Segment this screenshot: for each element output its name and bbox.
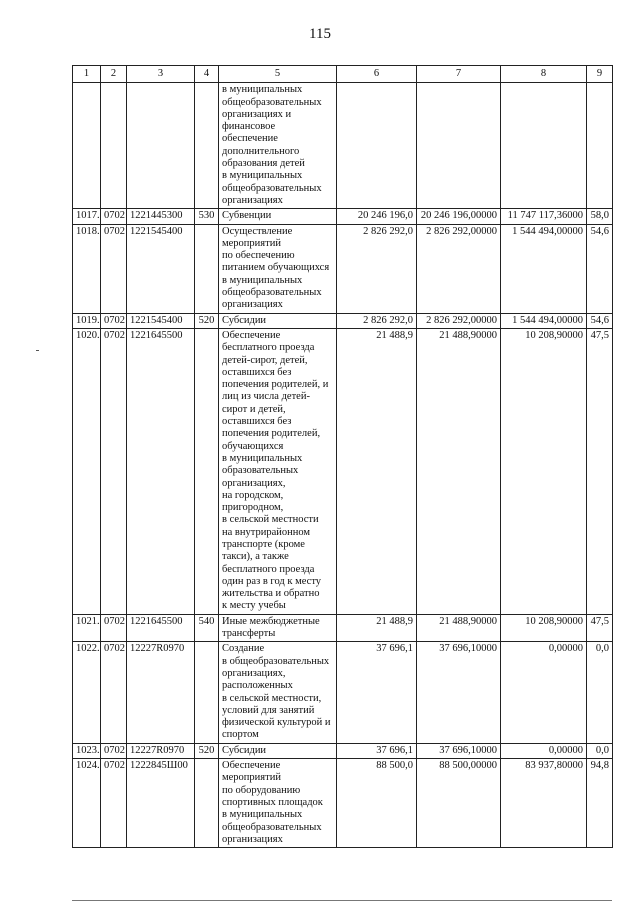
percent-cell: 47,5 <box>587 614 613 642</box>
row-number-cell: 1017. <box>73 209 101 224</box>
executed-amount-cell: 11 747 117,36000 <box>501 209 587 224</box>
table-row <box>73 224 613 313</box>
row-number-cell: 1023. <box>73 743 101 758</box>
row-number-cell: 1024. <box>73 759 101 848</box>
target-code-cell: 1221445300 <box>127 209 195 224</box>
description-line: оставшихся без <box>222 366 292 378</box>
description-line: по обеспечению <box>222 250 295 262</box>
description-line: пригородном, <box>222 502 284 514</box>
target-code-cell: 1221545400 <box>127 224 195 313</box>
description-cell <box>219 83 337 209</box>
percent-cell: 54,6 <box>587 224 613 313</box>
header-cell: 9 <box>587 66 613 83</box>
row-number-cell: 1020. <box>73 328 101 614</box>
executed-amount-cell <box>501 83 587 209</box>
header-cell: 8 <box>501 66 587 83</box>
target-code-cell: 1221645500 <box>127 328 195 614</box>
expense-type-cell <box>195 642 219 743</box>
executed-amount-cell: 1 544 494,00000 <box>501 224 587 313</box>
description-line: образования детей <box>222 158 305 170</box>
description-line: расположенных <box>222 680 293 692</box>
header-cell: 3 <box>127 66 195 83</box>
header-cell: 2 <box>101 66 127 83</box>
description-line: попечения родителей, <box>222 428 321 440</box>
description-line: Иные межбюджетные <box>222 615 320 627</box>
expense-type-cell: 520 <box>195 743 219 758</box>
description-line: финансовое <box>222 121 276 133</box>
table-row <box>73 614 613 642</box>
percent-cell: 94,8 <box>587 759 613 848</box>
description-line: спортом <box>222 729 259 741</box>
description-line: мероприятий <box>222 237 281 249</box>
description-line: лиц из числа детей- <box>222 391 310 403</box>
section-code-cell: 0702 <box>101 642 127 743</box>
table-row <box>73 83 613 209</box>
percent-cell: 54,6 <box>587 313 613 328</box>
table-row <box>73 743 613 758</box>
section-code-cell: 0702 <box>101 743 127 758</box>
description-line: дополнительного <box>222 145 300 157</box>
description-line: в сельской местности, <box>222 692 322 704</box>
percent-cell: 0,0 <box>587 642 613 743</box>
planned-amount-cell: 2 826 292,0 <box>337 313 417 328</box>
target-code-cell <box>127 83 195 209</box>
expense-type-cell: 540 <box>195 614 219 642</box>
description-line: обеспечение <box>222 133 278 145</box>
description-line: в общеобразовательных <box>222 655 330 667</box>
description-cell <box>219 313 337 328</box>
description-line: спортивных площадок <box>222 796 323 808</box>
table-row <box>73 328 613 614</box>
percent-cell: 0,0 <box>587 743 613 758</box>
section-code-cell: 0702 <box>101 209 127 224</box>
description-line: общеобразовательных <box>222 821 322 833</box>
expense-type-cell <box>195 224 219 313</box>
percent-cell: 58,0 <box>587 209 613 224</box>
section-code-cell: 0702 <box>101 759 127 848</box>
table-row <box>73 759 613 848</box>
header-cell: 7 <box>417 66 501 83</box>
table-row <box>73 313 613 328</box>
planned-amount-cell <box>337 83 417 209</box>
description-line: в муниципальных <box>222 170 303 182</box>
description-line: в муниципальных <box>222 809 303 821</box>
description-line: обучающихся <box>222 440 284 452</box>
refined-amount-cell: 21 488,90000 <box>417 328 501 614</box>
expense-type-cell <box>195 759 219 848</box>
target-code-cell: 12227R0970 <box>127 642 195 743</box>
executed-amount-cell: 10 208,90000 <box>501 614 587 642</box>
description-cell <box>219 614 337 642</box>
table-body <box>73 83 613 848</box>
description-line: трансферты <box>222 628 276 640</box>
executed-amount-cell: 0,00000 <box>501 743 587 758</box>
header-row <box>73 66 613 83</box>
description-cell <box>219 209 337 224</box>
row-number-cell: 1021. <box>73 614 101 642</box>
description-line: Обеспечение <box>222 760 281 772</box>
description-line: Субвенции <box>222 210 272 222</box>
refined-amount-cell: 2 826 292,00000 <box>417 313 501 328</box>
description-line: физической культурой и <box>222 717 331 729</box>
expense-type-cell: 530 <box>195 209 219 224</box>
description-line: детей-сирот, детей, <box>222 354 308 366</box>
page-number: 115 <box>309 26 331 42</box>
description-line: организациях, <box>222 667 286 679</box>
planned-amount-cell: 37 696,1 <box>337 743 417 758</box>
description-line: мероприятий <box>222 772 281 784</box>
planned-amount-cell: 37 696,1 <box>337 642 417 743</box>
target-code-cell: 1221645500 <box>127 614 195 642</box>
section-code-cell: 0702 <box>101 224 127 313</box>
refined-amount-cell <box>417 83 501 209</box>
refined-amount-cell: 88 500,00000 <box>417 759 501 848</box>
refined-amount-cell: 37 696,10000 <box>417 642 501 743</box>
section-code-cell: 0702 <box>101 614 127 642</box>
expense-type-cell: 520 <box>195 313 219 328</box>
target-code-cell: 12227R0970 <box>127 743 195 758</box>
description-line: к месту учебы <box>222 600 286 612</box>
section-code-cell <box>101 83 127 209</box>
row-number-cell <box>73 83 101 209</box>
planned-amount-cell: 21 488,9 <box>337 328 417 614</box>
description-line: Осуществление <box>222 225 293 237</box>
planned-amount-cell: 20 246 196,0 <box>337 209 417 224</box>
executed-amount-cell: 83 937,80000 <box>501 759 587 848</box>
description-line: Субсидии <box>222 744 267 756</box>
description-line: бесплатного проезда <box>222 342 315 354</box>
executed-amount-cell: 1 544 494,00000 <box>501 313 587 328</box>
planned-amount-cell: 88 500,0 <box>337 759 417 848</box>
description-line: такси), а также <box>222 551 289 563</box>
description-line: сирот и детей, <box>222 403 286 415</box>
target-code-cell: 1222845Ш00 <box>127 759 195 848</box>
budget-table <box>72 65 613 848</box>
description-line: бесплатного проезда <box>222 563 315 575</box>
description-line: транспорте (кроме <box>222 538 305 550</box>
description-line: организациях, <box>222 477 286 489</box>
description-line: на городском, <box>222 489 284 501</box>
description-line: Обеспечение <box>222 329 281 341</box>
refined-amount-cell: 37 696,10000 <box>417 743 501 758</box>
description-line: условий для занятий <box>222 704 315 716</box>
description-line: образовательных <box>222 465 299 477</box>
section-code-cell: 0702 <box>101 328 127 614</box>
executed-amount-cell: 0,00000 <box>501 642 587 743</box>
refined-amount-cell: 2 826 292,00000 <box>417 224 501 313</box>
percent-cell: 47,5 <box>587 328 613 614</box>
description-line: один раз в год к месту <box>222 575 322 587</box>
row-number-cell: 1018. <box>73 224 101 313</box>
description-line: по оборудованию <box>222 784 301 796</box>
description-line: на внутрирайонном <box>222 526 311 538</box>
row-number-cell: 1019. <box>73 313 101 328</box>
margin-mark <box>36 350 39 351</box>
description-cell <box>219 743 337 758</box>
row-number-cell: 1022. <box>73 642 101 743</box>
expense-type-cell <box>195 83 219 209</box>
description-line: организациях и <box>222 108 292 120</box>
description-line: оставшихся без <box>222 416 292 428</box>
executed-amount-cell: 10 208,90000 <box>501 328 587 614</box>
description-line: организациях <box>222 194 283 206</box>
description-line: организациях <box>222 299 283 311</box>
description-cell <box>219 328 337 614</box>
description-line: Субсидии <box>222 314 267 326</box>
percent-cell <box>587 83 613 209</box>
refined-amount-cell: 20 246 196,00000 <box>417 209 501 224</box>
description-line: организациях <box>222 833 283 845</box>
planned-amount-cell: 21 488,9 <box>337 614 417 642</box>
description-line: в сельской местности <box>222 514 319 526</box>
table-row <box>73 209 613 224</box>
description-line: общеобразовательных <box>222 287 322 299</box>
description-line: Создание <box>222 643 265 655</box>
description-line: жительства и обратно <box>222 588 320 600</box>
expense-type-cell <box>195 328 219 614</box>
section-code-cell: 0702 <box>101 313 127 328</box>
description-line: в муниципальных <box>222 274 303 286</box>
planned-amount-cell: 2 826 292,0 <box>337 224 417 313</box>
description-cell <box>219 224 337 313</box>
header-cell: 6 <box>337 66 417 83</box>
bottom-rule <box>72 900 612 901</box>
description-cell <box>219 759 337 848</box>
refined-amount-cell: 21 488,90000 <box>417 614 501 642</box>
header-cell: 4 <box>195 66 219 83</box>
description-line: в муниципальных <box>222 84 303 96</box>
header-cell: 1 <box>73 66 101 83</box>
description-line: общеобразовательных <box>222 96 322 108</box>
header-cell: 5 <box>219 66 337 83</box>
table-row <box>73 642 613 743</box>
description-line: в муниципальных <box>222 452 303 464</box>
target-code-cell: 1221545400 <box>127 313 195 328</box>
description-cell <box>219 642 337 743</box>
description-line: общеобразовательных <box>222 182 322 194</box>
description-line: попечения родителей, и <box>222 379 329 391</box>
description-line: питанием обучающихся <box>222 262 330 274</box>
